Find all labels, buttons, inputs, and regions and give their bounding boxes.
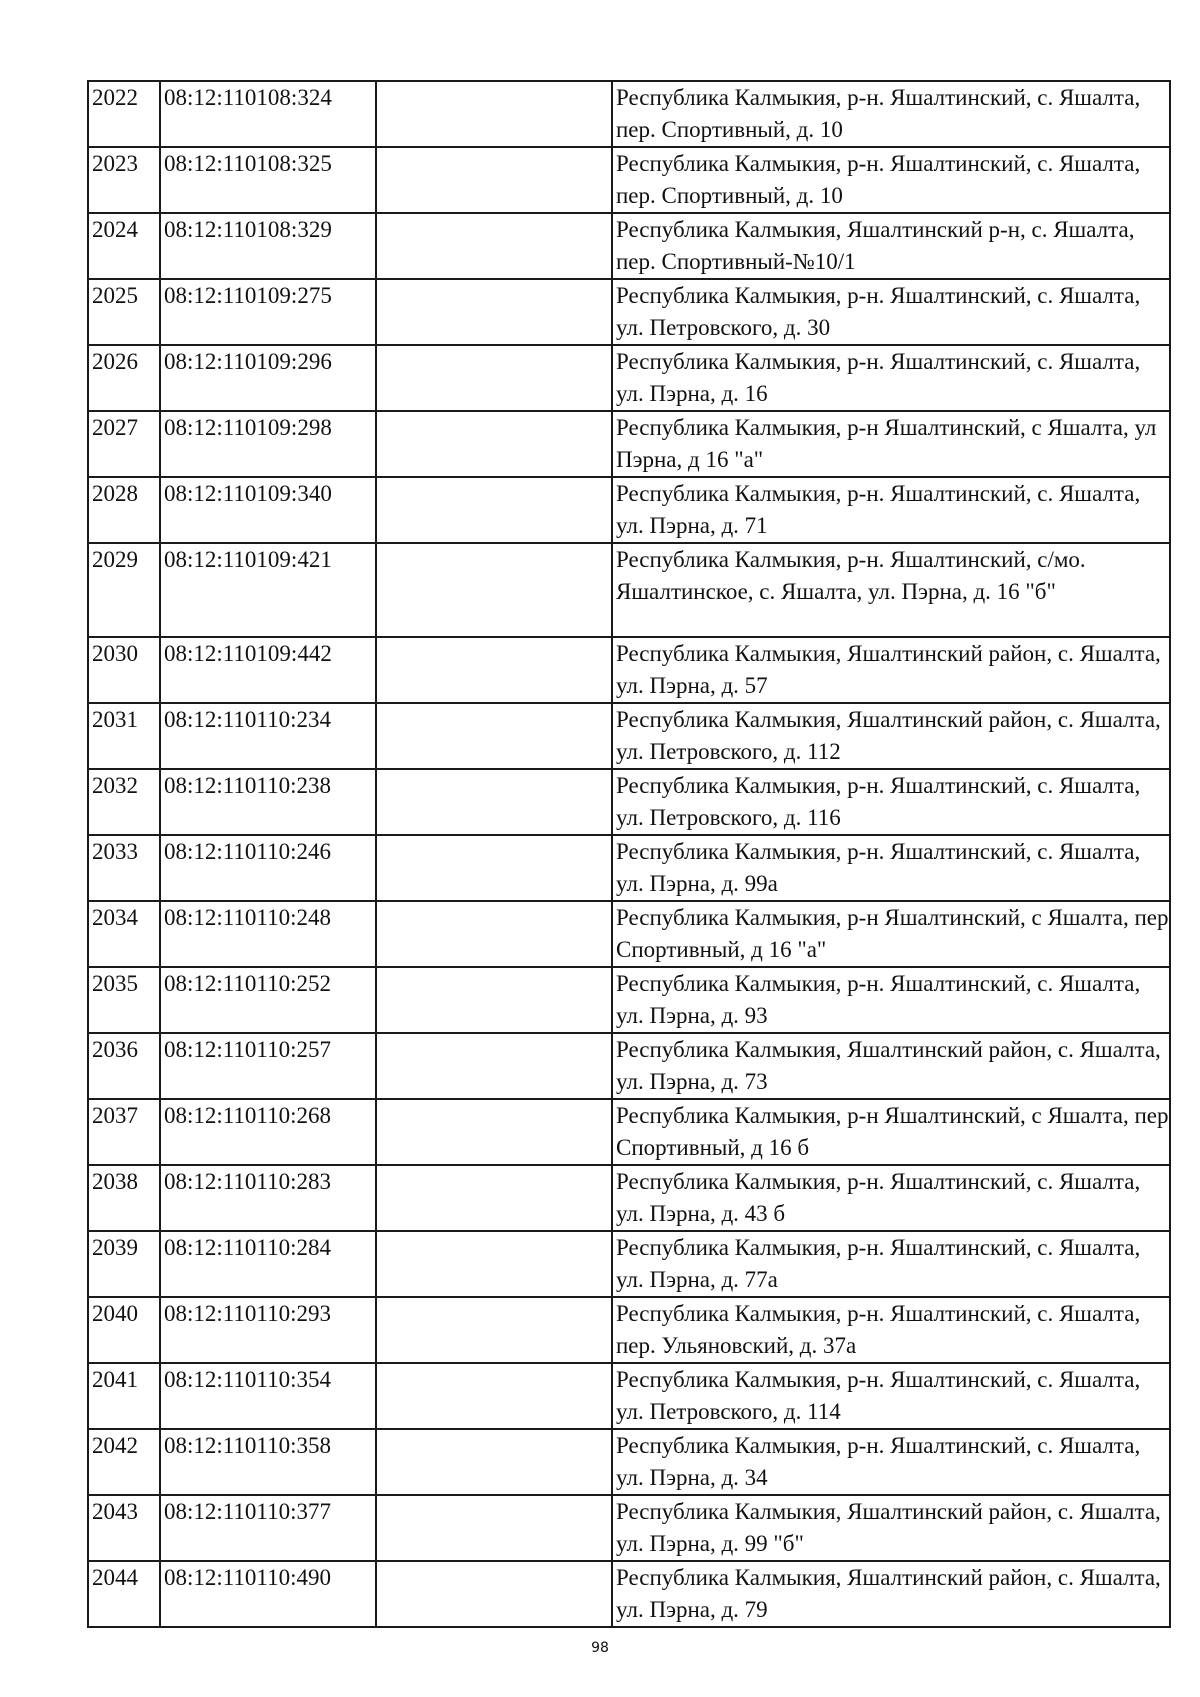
row-number-cell: 2037 (88, 1099, 160, 1165)
table-row (88, 147, 1170, 213)
cadastral-number-cell: 08:12:110110:283 (160, 1165, 376, 1231)
address-cell: Республика Калмыкия, Яшалтинский район, с. Яшалта, ул. Пэрна, д. 73 (612, 1033, 1170, 1099)
cadastral-number-cell: 08:12:110109:421 (160, 543, 376, 637)
table-row (88, 637, 1170, 703)
empty-cell (376, 1363, 612, 1429)
address-cell: Республика Калмыкия, р-н. Яшалтинский, с. Яшалта, пер. Спортивный, д. 10 (612, 147, 1170, 213)
cadastral-number-cell: 08:12:110110:248 (160, 901, 376, 967)
row-number-cell: 2022 (88, 81, 160, 147)
table-row (88, 345, 1170, 411)
cadastral-number-cell: 08:12:110109:442 (160, 637, 376, 703)
table-row (88, 703, 1170, 769)
registry-table-body (88, 81, 1170, 1627)
address-cell: Республика Калмыкия, р-н. Яшалтинский, с. Яшалта, ул. Пэрна, д. 99а (612, 835, 1170, 901)
row-number-cell: 2034 (88, 901, 160, 967)
row-number-cell: 2031 (88, 703, 160, 769)
empty-cell (376, 967, 612, 1033)
page-number: 98 (591, 1640, 609, 1656)
row-number-cell: 2041 (88, 1363, 160, 1429)
table-row (88, 279, 1170, 345)
table-row (88, 1165, 1170, 1231)
cadastral-number-cell: 08:12:110110:377 (160, 1495, 376, 1561)
empty-cell (376, 477, 612, 543)
address-cell: Республика Калмыкия, р-н. Яшалтинский, с. Яшалта, ул. Пэрна, д. 43 б (612, 1165, 1170, 1231)
cadastral-number-cell: 08:12:110109:296 (160, 345, 376, 411)
address-cell: Республика Калмыкия, р-н. Яшалтинский, с. Яшалта, ул. Пэрна, д. 34 (612, 1429, 1170, 1495)
row-number-cell: 2033 (88, 835, 160, 901)
empty-cell (376, 81, 612, 147)
empty-cell (376, 279, 612, 345)
address-cell: Республика Калмыкия, р-н. Яшалтинский, с. Яшалта, пер. Ульяновский, д. 37а (612, 1297, 1170, 1363)
table-row (88, 1561, 1170, 1627)
property-registry-table (87, 80, 1171, 1628)
empty-cell (376, 1297, 612, 1363)
address-cell: Республика Калмыкия, р-н Яшалтинский, с Яшалта, пер Спортивный, д 16 "а" (612, 901, 1170, 967)
table-row (88, 1099, 1170, 1165)
empty-cell (376, 1231, 612, 1297)
row-number-cell: 2025 (88, 279, 160, 345)
table-row (88, 213, 1170, 279)
cadastral-number-cell: 08:12:110109:340 (160, 477, 376, 543)
cadastral-number-cell: 08:12:110110:246 (160, 835, 376, 901)
table-row (88, 967, 1170, 1033)
cadastral-number-cell: 08:12:110110:284 (160, 1231, 376, 1297)
table-row (88, 1429, 1170, 1495)
empty-cell (376, 213, 612, 279)
empty-cell (376, 901, 612, 967)
table-row (88, 769, 1170, 835)
cadastral-number-cell: 08:12:110110:257 (160, 1033, 376, 1099)
table-row (88, 81, 1170, 147)
empty-cell (376, 769, 612, 835)
cadastral-number-cell: 08:12:110110:268 (160, 1099, 376, 1165)
empty-cell (376, 411, 612, 477)
cadastral-number-cell: 08:12:110110:252 (160, 967, 376, 1033)
empty-cell (376, 1495, 612, 1561)
empty-cell (376, 345, 612, 411)
address-cell: Республика Калмыкия, Яшалтинский район, с. Яшалта, ул. Пэрна, д. 99 "б" (612, 1495, 1170, 1561)
row-number-cell: 2036 (88, 1033, 160, 1099)
row-number-cell: 2027 (88, 411, 160, 477)
address-cell: Республика Калмыкия, р-н. Яшалтинский, с. Яшалта, ул. Пэрна, д. 77а (612, 1231, 1170, 1297)
table-row (88, 477, 1170, 543)
address-cell: Республика Калмыкия, р-н. Яшалтинский, с. Яшалта, ул. Пэрна, д. 93 (612, 967, 1170, 1033)
row-number-cell: 2026 (88, 345, 160, 411)
address-cell: Республика Калмыкия, р-н. Яшалтинский, с. Яшалта, ул. Петровского, д. 116 (612, 769, 1170, 835)
cadastral-number-cell: 08:12:110110:238 (160, 769, 376, 835)
cadastral-number-cell: 08:12:110110:358 (160, 1429, 376, 1495)
table-row (88, 1231, 1170, 1297)
table-row (88, 411, 1170, 477)
address-cell: Республика Калмыкия, Яшалтинский район, с. Яшалта, ул. Петровского, д. 112 (612, 703, 1170, 769)
empty-cell (376, 147, 612, 213)
row-number-cell: 2035 (88, 967, 160, 1033)
empty-cell (376, 835, 612, 901)
cadastral-number-cell: 08:12:110110:490 (160, 1561, 376, 1627)
empty-cell (376, 1429, 612, 1495)
cadastral-number-cell: 08:12:110108:329 (160, 213, 376, 279)
row-number-cell: 2024 (88, 213, 160, 279)
empty-cell (376, 543, 612, 637)
address-cell: Республика Калмыкия, р-н. Яшалтинский, с. Яшалта, ул. Петровского, д. 30 (612, 279, 1170, 345)
empty-cell (376, 1561, 612, 1627)
row-number-cell: 2039 (88, 1231, 160, 1297)
row-number-cell: 2030 (88, 637, 160, 703)
row-number-cell: 2032 (88, 769, 160, 835)
table-row (88, 901, 1170, 967)
table-row (88, 543, 1170, 637)
empty-cell (376, 637, 612, 703)
row-number-cell: 2028 (88, 477, 160, 543)
address-cell: Республика Калмыкия, Яшалтинский район, с. Яшалта, ул. Пэрна, д. 57 (612, 637, 1170, 703)
table-row (88, 1033, 1170, 1099)
row-number-cell: 2043 (88, 1495, 160, 1561)
address-cell: Республика Калмыкия, р-н Яшалтинский, с Яшалта, ул Пэрна, д 16 "а" (612, 411, 1170, 477)
empty-cell (376, 1033, 612, 1099)
cadastral-number-cell: 08:12:110110:234 (160, 703, 376, 769)
table-row (88, 1363, 1170, 1429)
address-cell: Республика Калмыкия, р-н. Яшалтинский, с. Яшалта, ул. Пэрна, д. 16 (612, 345, 1170, 411)
table-row (88, 835, 1170, 901)
address-cell: Республика Калмыкия, Яшалтинский р-н, с. Яшалта, пер. Спортивный-№10/1 (612, 213, 1170, 279)
cadastral-number-cell: 08:12:110109:298 (160, 411, 376, 477)
table-row (88, 1297, 1170, 1363)
cadastral-number-cell: 08:12:110110:354 (160, 1363, 376, 1429)
address-cell: Республика Калмыкия, р-н. Яшалтинский, с. Яшалта, пер. Спортивный, д. 10 (612, 81, 1170, 147)
row-number-cell: 2042 (88, 1429, 160, 1495)
cadastral-number-cell: 08:12:110110:293 (160, 1297, 376, 1363)
empty-cell (376, 1099, 612, 1165)
cadastral-number-cell: 08:12:110108:325 (160, 147, 376, 213)
empty-cell (376, 1165, 612, 1231)
address-cell: Республика Калмыкия, р-н Яшалтинский, с Яшалта, пер Спортивный, д 16 б (612, 1099, 1170, 1165)
address-cell: Республика Калмыкия, Яшалтинский район, с. Яшалта, ул. Пэрна, д. 79 (612, 1561, 1170, 1627)
row-number-cell: 2044 (88, 1561, 160, 1627)
cadastral-number-cell: 08:12:110108:324 (160, 81, 376, 147)
empty-cell (376, 703, 612, 769)
row-number-cell: 2029 (88, 543, 160, 637)
address-cell: Республика Калмыкия, р-н. Яшалтинский, с. Яшалта, ул. Петровского, д. 114 (612, 1363, 1170, 1429)
row-number-cell: 2023 (88, 147, 160, 213)
address-cell: Республика Калмыкия, р-н. Яшалтинский, с/мо. Яшалтинское, с. Яшалта, ул. Пэрна, д. 16 "б" (612, 543, 1170, 637)
address-cell: Республика Калмыкия, р-н. Яшалтинский, с. Яшалта, ул. Пэрна, д. 71 (612, 477, 1170, 543)
row-number-cell: 2038 (88, 1165, 160, 1231)
row-number-cell: 2040 (88, 1297, 160, 1363)
cadastral-number-cell: 08:12:110109:275 (160, 279, 376, 345)
table-row (88, 1495, 1170, 1561)
